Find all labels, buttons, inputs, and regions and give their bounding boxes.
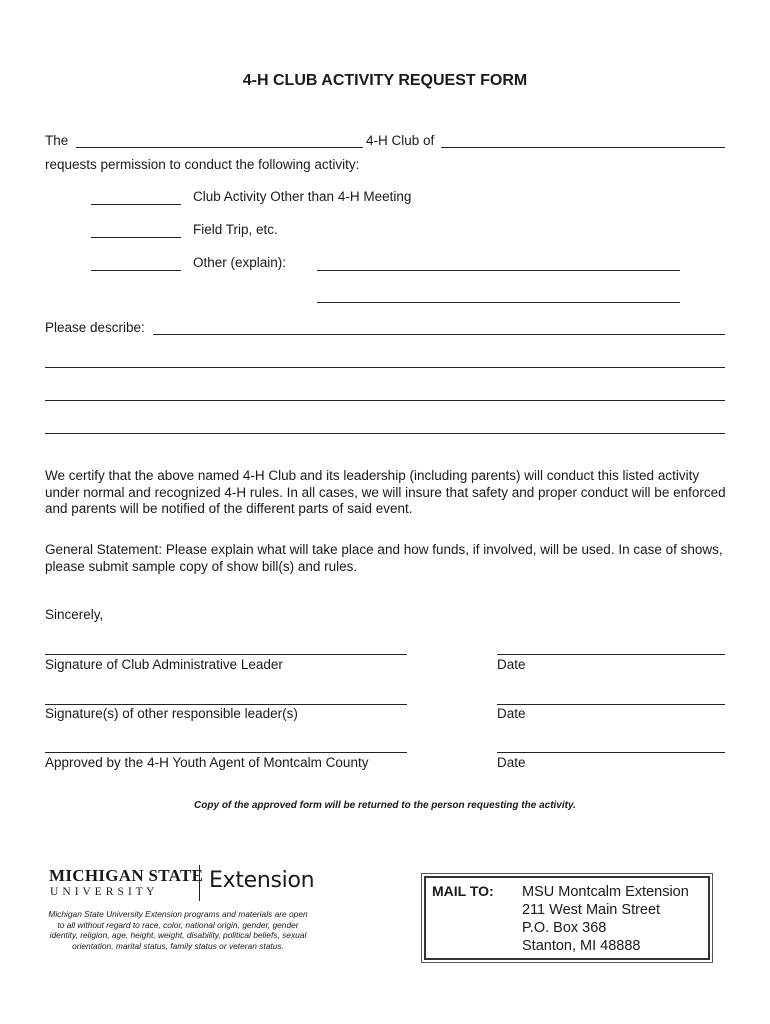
logo-msu-line1: MICHIGAN STATE [49,866,204,885]
closing-text: Sincerely, [45,607,104,622]
signature-label-other: Signature(s) of other responsible leader(s) [45,706,298,721]
option-club-activity-label: Club Activity Other than 4-H Meeting [193,189,412,204]
requests-text: requests permission to conduct the following activity: [45,157,360,172]
date-line-admin[interactable] [497,654,725,655]
return-note: Copy of the approved form will be returned to the person requesting the activity. [194,800,576,811]
date-label-admin: Date [497,657,526,672]
describe-label: Please describe: [45,320,145,335]
option-field-trip-label: Field Trip, etc. [193,222,278,237]
date-line-other[interactable] [497,704,725,705]
certify-paragraph: We certify that the above named 4-H Club and its leadership (including parents) will conduct this listed activity under normal and recognized 4-H rules. In all cases, we will insure that safety and proper conduct will be enforced and parents will be notified of the different parts of said event. [45,468,726,516]
the-label: The [45,133,69,148]
form-title: 4-H CLUB ACTIVITY REQUEST FORM [242,72,528,89]
disclaimer-text: Michigan State University Extension programs and materials are open to all without regard to race, color, national origin, gender, gender identity, religion, age, height, weight, disability, political beliefs, sexual orientation, marital status, family status or veteran status. [48,909,308,951]
option-club-activity-blank[interactable] [91,204,181,205]
mail-address-line: 211 West Main Street [522,902,661,918]
option-other-blank[interactable] [91,270,181,271]
signature-line-admin[interactable] [45,654,407,655]
signature-label-agent: Approved by the 4-H Youth Agent of Montcalm County [45,755,369,770]
other-explain-line-2[interactable] [317,302,680,303]
club-name-field[interactable] [76,147,363,148]
describe-line-2[interactable] [45,367,725,368]
date-line-agent[interactable] [497,752,725,753]
signature-line-agent[interactable] [45,752,407,753]
mail-to-box [424,876,710,960]
logo-extension: Extension [209,868,315,893]
describe-line-3[interactable] [45,400,725,401]
describe-line-4[interactable] [45,433,725,434]
signature-label-admin: Signature of Club Administrative Leader [45,657,283,672]
describe-line-1[interactable] [153,334,725,335]
mail-address [522,883,689,955]
option-other-label: Other (explain): [193,255,287,270]
option-field-trip-blank[interactable] [91,237,181,238]
general-statement: General Statement: Please explain what will take place and how funds, if involved, will be used. In case of shows, please submit sample copy of show bill(s) and rules. [45,542,723,574]
mail-address-line: P.O. Box 368 [522,920,607,936]
logo-msu-line2: U N I V E R S I T Y [50,886,156,898]
logo-divider [199,865,200,901]
club-of-label: 4-H Club of [366,133,435,148]
club-location-field[interactable] [441,147,725,148]
mail-address-line: Stanton, MI 48888 [522,938,641,954]
date-label-agent: Date [497,755,526,770]
mail-to-label: MAIL TO: [432,883,494,899]
date-label-other: Date [497,706,526,721]
other-explain-line-1[interactable] [317,270,680,271]
mail-address-line: MSU Montcalm Extension [522,884,689,900]
signature-line-other[interactable] [45,704,407,705]
